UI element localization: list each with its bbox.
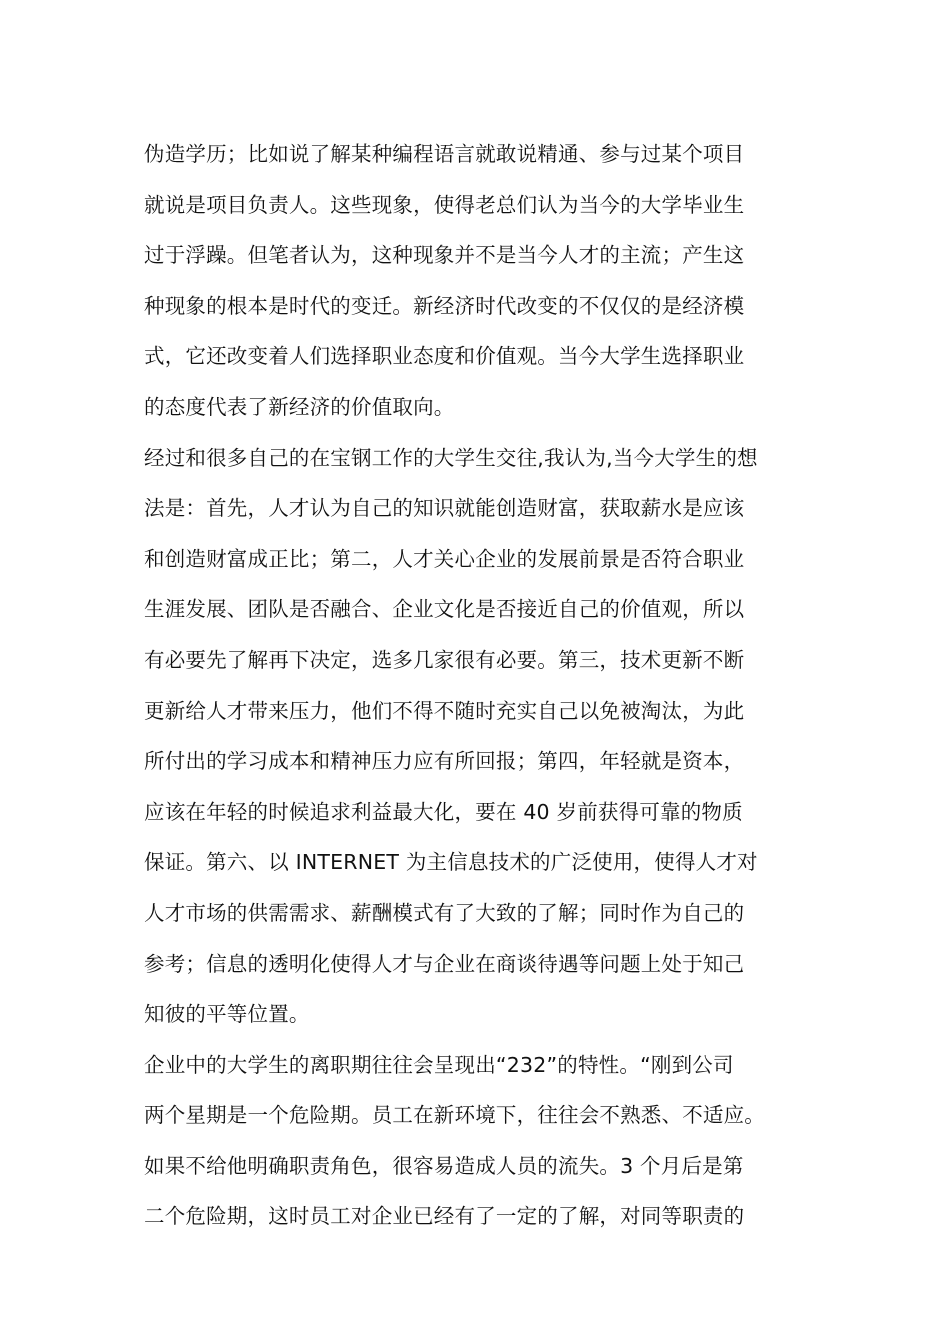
text-line: 经过和很多自己的在宝钢工作的大学生交往,我认为,当今大学生的想 xyxy=(144,445,758,470)
text-line: 的态度代表了新经济的价值取向。 xyxy=(144,394,455,419)
text-line: 就说是项目负责人。这些现象，使得老总们认为当今的大学毕业生 xyxy=(144,192,745,217)
text-line: 应该在年轻的时候追求利益最大化，要在 40 岁前获得可靠的物质 xyxy=(144,799,743,824)
text-line: 二个危险期，这时员工对企业已经有了一定的了解，对同等职责的 xyxy=(144,1204,745,1229)
paragraph-2 xyxy=(144,433,824,1040)
text-line: 企业中的大学生的离职期往往会呈现出“232”的特性。“刚到公司 xyxy=(144,1052,734,1077)
text-line: 有必要先了解再下决定，选多几家很有必要。第三，技术更新不断 xyxy=(144,647,745,672)
text-line: 保证。第六、以 INTERNET 为主信息技术的广泛使用，使得人才对 xyxy=(144,850,758,875)
text-line: 和创造财富成正比；第二，人才关心企业的发展前景是否符合职业 xyxy=(144,546,745,571)
text-line: 种现象的根本是时代的变迁。新经济时代改变的不仅仅的是经济模 xyxy=(144,293,745,318)
text-line: 伪造学历；比如说了解某种编程语言就敢说精通、参与过某个项目 xyxy=(144,142,745,166)
text-line: 参考；信息的透明化使得人才与企业在商谈待遇等问题上处于知己 xyxy=(144,951,745,976)
text-line: 更新给人才带来压力，他们不得不随时充实自己以免被淘汰，为此 xyxy=(144,698,745,723)
text-line: 生涯发展、团队是否融合、企业文化是否接近自己的价值观，所以 xyxy=(144,597,745,622)
text-line: 知彼的平等位置。 xyxy=(144,1002,310,1027)
text-line: 如果不给他明确职责角色，很容易造成人员的流失。3 个月后是第 xyxy=(144,1153,744,1178)
text-line: 过于浮躁。但笔者认为，这种现象并不是当今人才的主流；产生这 xyxy=(144,243,745,268)
text-line: 两个星期是一个危险期。员工在新环境下，往往会不熟悉、不适应。 xyxy=(144,1103,765,1128)
text-line: 法是：首先，人才认为自己的知识就能创造财富，获取薪水是应该 xyxy=(144,496,745,521)
text-line: 所付出的学习成本和精神压力应有所回报；第四，年轻就是资本， xyxy=(144,749,745,774)
paragraph-1 xyxy=(144,129,824,433)
paragraph-3 xyxy=(144,1040,824,1242)
text-line: 式，它还改变着人们选择职业态度和价值观。当今大学生选择职业 xyxy=(144,344,745,369)
document-body xyxy=(144,129,824,1242)
text-line: 人才市场的供需需求、薪酬模式有了大致的了解；同时作为自己的 xyxy=(144,900,745,925)
